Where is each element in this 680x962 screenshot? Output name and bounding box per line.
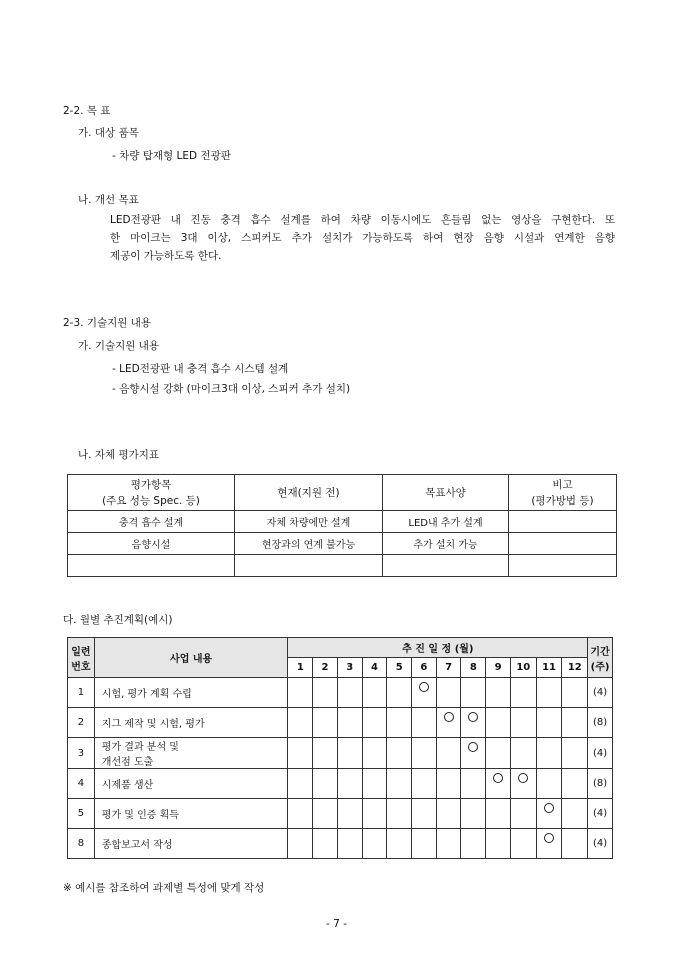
month-cell	[387, 829, 412, 859]
table-cell: 추가 설치 가능	[383, 533, 509, 555]
plan-row	[68, 708, 613, 738]
month-cell	[313, 799, 338, 829]
improvement-goal-title: 나. 개선 목표	[78, 194, 139, 206]
month-cell	[412, 829, 437, 859]
plan-header-task: 사업 내용	[94, 638, 288, 678]
month-cell	[536, 829, 562, 859]
month-header-12: 12	[562, 658, 588, 678]
plan-row-task: 평가 및 인증 획득	[94, 799, 288, 829]
eval-header-current: 현재(지원 전)	[235, 475, 383, 511]
month-cell	[486, 829, 511, 859]
month-cell	[436, 738, 461, 769]
month-cell	[288, 769, 313, 799]
month-cell	[536, 708, 562, 738]
plan-row-period: (8)	[588, 769, 613, 799]
table-cell: 현장과의 연계 불가능	[235, 533, 383, 555]
plan-row-number: 3	[68, 738, 95, 769]
plan-row-period: (4)	[588, 738, 613, 769]
month-cell	[313, 829, 338, 859]
month-cell	[337, 769, 362, 799]
month-cell	[536, 799, 562, 829]
month-cell	[436, 829, 461, 859]
monthly-plan-table	[67, 637, 613, 859]
plan-header-period: 기간 (주)	[588, 638, 613, 678]
month-cell	[562, 769, 588, 799]
month-header-6: 6	[412, 658, 437, 678]
month-cell	[288, 708, 313, 738]
month-cell	[412, 678, 437, 708]
monthly-plan-title: 다. 월별 추진계획(예시)	[63, 614, 173, 626]
plan-row-number: 1	[68, 678, 95, 708]
paragraph-line: 제공이 가능하도록 한다.	[110, 250, 222, 262]
month-cell	[288, 829, 313, 859]
month-cell	[362, 799, 387, 829]
month-cell	[362, 738, 387, 769]
month-cell	[562, 678, 588, 708]
table-row	[68, 555, 617, 577]
month-cell	[562, 708, 588, 738]
plan-row	[68, 769, 613, 799]
month-cell	[510, 799, 536, 829]
month-cell	[486, 678, 511, 708]
schedule-circle-icon	[468, 742, 478, 752]
month-header-10: 10	[510, 658, 536, 678]
paragraph-line: LED전광판 내 진동 충격 흡수 설계를 하여 차량 이동시에도 흔들림 없는 영상을 구현한다. 또	[110, 214, 615, 226]
month-header-3: 3	[337, 658, 362, 678]
month-cell	[337, 829, 362, 859]
table-cell: 음향시설	[68, 533, 235, 555]
month-cell	[436, 769, 461, 799]
plan-header-no: 일련 번호	[68, 638, 95, 678]
table-cell	[509, 555, 617, 577]
month-cell	[436, 799, 461, 829]
eval-header-item: 평가항목 (주요 성능 Spec. 등)	[68, 475, 235, 511]
month-cell	[362, 708, 387, 738]
plan-row-number: 2	[68, 708, 95, 738]
plan-row-task: 지그 제작 및 시험, 평가	[94, 708, 288, 738]
schedule-circle-icon	[544, 833, 554, 843]
plan-header-schedule: 추 진 일 정 (월)	[288, 638, 588, 658]
month-cell	[486, 769, 511, 799]
eval-header-target: 목표사양	[383, 475, 509, 511]
schedule-circle-icon	[493, 773, 503, 783]
section-2-3-heading: 2-3. 기술지원 내용	[63, 317, 152, 329]
plan-row-task: 시제품 생산	[94, 769, 288, 799]
tech-support-item-1: - LED전광판 내 충격 흡수 시스템 설계	[112, 363, 289, 375]
month-header-4: 4	[362, 658, 387, 678]
schedule-circle-icon	[544, 803, 554, 813]
table-cell	[68, 555, 235, 577]
plan-row-task: 종합보고서 작성	[94, 829, 288, 859]
self-eval-table	[67, 474, 617, 577]
month-cell	[288, 738, 313, 769]
month-cell	[436, 678, 461, 708]
table-row	[68, 511, 617, 533]
month-cell	[436, 708, 461, 738]
month-cell	[536, 738, 562, 769]
month-cell	[313, 738, 338, 769]
month-cell	[486, 799, 511, 829]
month-cell	[362, 678, 387, 708]
schedule-circle-icon	[468, 712, 478, 722]
month-header-7: 7	[436, 658, 461, 678]
month-cell	[412, 799, 437, 829]
table-cell: 충격 흡수 설계	[68, 511, 235, 533]
month-cell	[412, 769, 437, 799]
month-cell	[387, 708, 412, 738]
table-row	[68, 533, 617, 555]
plan-note: ※ 예시를 참조하여 과제별 특성에 맞게 작성	[63, 882, 265, 894]
month-cell	[510, 738, 536, 769]
plan-row	[68, 678, 613, 708]
section-2-2-heading: 2-2. 목 표	[63, 105, 111, 117]
month-cell	[562, 829, 588, 859]
month-cell	[562, 738, 588, 769]
plan-row	[68, 738, 613, 769]
month-cell	[510, 708, 536, 738]
plan-row-period: (8)	[588, 708, 613, 738]
month-cell	[412, 738, 437, 769]
month-cell	[313, 708, 338, 738]
month-cell	[510, 829, 536, 859]
table-cell: LED내 추가 설계	[383, 511, 509, 533]
month-cell	[313, 769, 338, 799]
plan-row-task: 시험, 평가 계획 수립	[94, 678, 288, 708]
page-number: - 7 -	[326, 918, 347, 930]
plan-row	[68, 829, 613, 859]
plan-row	[68, 799, 613, 829]
target-item-title: 가. 대상 품목	[78, 127, 139, 139]
month-cell	[461, 829, 486, 859]
schedule-circle-icon	[444, 712, 454, 722]
month-cell	[461, 738, 486, 769]
table-cell: 자체 차량에만 설계	[235, 511, 383, 533]
eval-header-note: 비고 (평가방법 등)	[509, 475, 617, 511]
table-cell	[383, 555, 509, 577]
month-cell	[387, 799, 412, 829]
month-cell	[288, 678, 313, 708]
month-cell	[536, 769, 562, 799]
month-cell	[387, 769, 412, 799]
month-header-9: 9	[486, 658, 511, 678]
month-cell	[313, 678, 338, 708]
month-cell	[412, 708, 437, 738]
plan-row-period: (4)	[588, 799, 613, 829]
month-cell	[461, 678, 486, 708]
month-cell	[486, 738, 511, 769]
schedule-circle-icon	[419, 682, 429, 692]
month-cell	[486, 708, 511, 738]
plan-row-period: (4)	[588, 678, 613, 708]
month-header-11: 11	[536, 658, 562, 678]
month-header-1: 1	[288, 658, 313, 678]
month-header-5: 5	[387, 658, 412, 678]
plan-row-number: 8	[68, 829, 95, 859]
month-cell	[461, 769, 486, 799]
plan-row-number: 4	[68, 769, 95, 799]
month-cell	[562, 799, 588, 829]
table-cell	[509, 533, 617, 555]
plan-row-task: 평가 결과 분석 및 개선점 도출	[94, 738, 288, 769]
schedule-circle-icon	[518, 773, 528, 783]
month-cell	[362, 829, 387, 859]
month-cell	[387, 678, 412, 708]
paragraph-line: 한 마이크는 3대 이상, 스피커도 추가 설치가 가능하도록 하여 현장 음향 시설과 연계한 음향	[110, 232, 615, 244]
month-cell	[536, 678, 562, 708]
month-cell	[288, 799, 313, 829]
month-cell	[337, 708, 362, 738]
tech-support-title: 가. 기술지원 내용	[78, 340, 160, 352]
month-header-8: 8	[461, 658, 486, 678]
month-cell	[461, 708, 486, 738]
self-eval-title: 나. 자체 평가지표	[78, 449, 160, 461]
month-cell	[387, 738, 412, 769]
month-cell	[337, 678, 362, 708]
table-cell	[509, 511, 617, 533]
month-cell	[337, 799, 362, 829]
month-header-2: 2	[313, 658, 338, 678]
plan-row-number: 5	[68, 799, 95, 829]
improvement-goal-paragraph	[110, 211, 615, 265]
month-cell	[510, 678, 536, 708]
month-cell	[362, 769, 387, 799]
plan-row-period: (4)	[588, 829, 613, 859]
month-cell	[337, 738, 362, 769]
target-item-text: - 차량 탑재형 LED 전광판	[112, 150, 231, 162]
month-cell	[461, 799, 486, 829]
month-cell	[510, 769, 536, 799]
tech-support-item-2: - 음향시설 강화 (마이크3대 이상, 스피커 추가 설치)	[112, 383, 351, 395]
table-cell	[235, 555, 383, 577]
